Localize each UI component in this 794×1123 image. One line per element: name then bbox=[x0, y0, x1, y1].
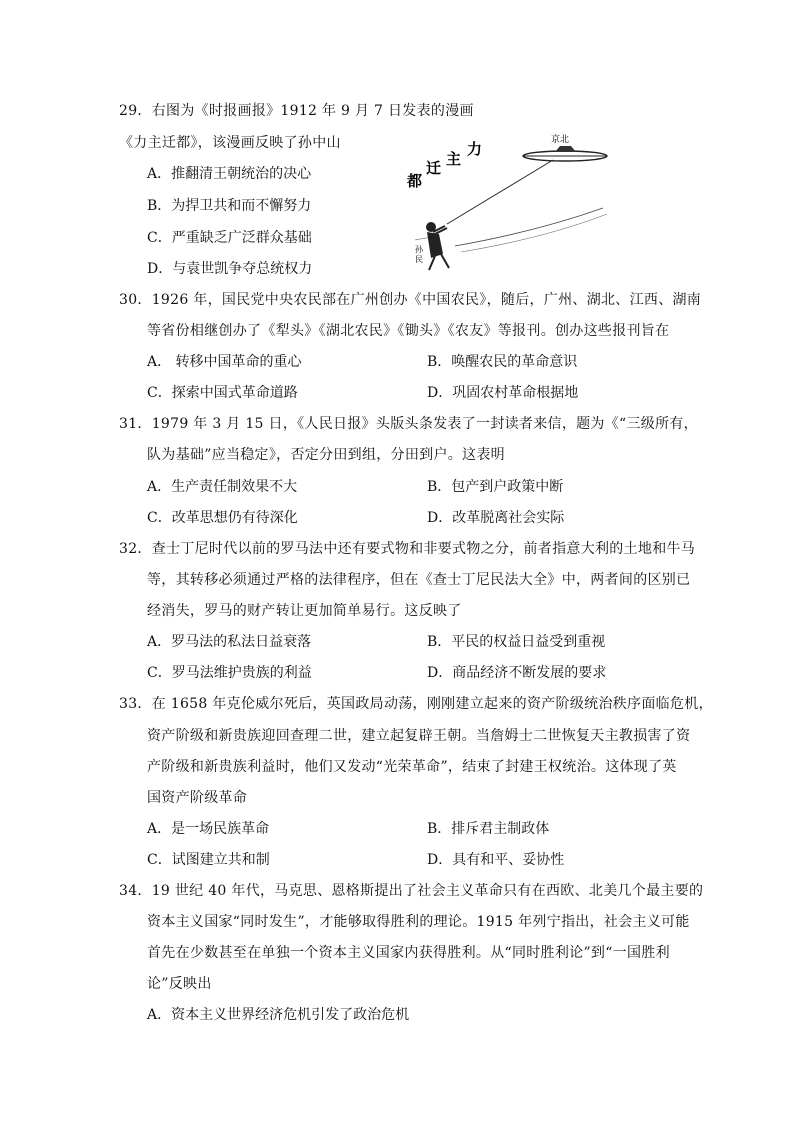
q33-stem-line1: 33．在 1658 年克伦威尔死后，英国政局动荡，刚刚建立起来的资产阶级统治秩序面临危机， bbox=[119, 696, 713, 712]
q32-stem-line3: 经消失，罗马的财产转让更加简单易行。这反映了 bbox=[147, 603, 462, 619]
q33-stem-line3: 产阶级和新贵族利益时，他们又发动“光荣革命”，结束了封建王权统治。这体现了英 bbox=[147, 759, 677, 775]
pulling-figure bbox=[426, 222, 449, 270]
wind-line-2 bbox=[461, 214, 607, 252]
q33-option-a: A．是一场民族革命 bbox=[147, 821, 270, 837]
q33-option-b: B．排斥君主制政体 bbox=[427, 821, 550, 837]
q29-option-d: D．与袁世凯争夺总统权力 bbox=[147, 261, 313, 277]
q34-stem-line4: 论”反映出 bbox=[147, 976, 212, 992]
q33-option-c: C．试图建立共和制 bbox=[147, 852, 270, 868]
cartoon-figure-label-2: 民 bbox=[415, 255, 423, 264]
q31-option-c: C．改革思想仍有待深化 bbox=[147, 510, 298, 526]
wind-line-1 bbox=[455, 208, 603, 246]
q29-stem-line1: 29．右图为《时报画报》1912 年 9 月 7 日发表的漫画 bbox=[119, 103, 474, 119]
cartoon-title-char-2: 主 bbox=[446, 150, 462, 168]
cartoon-illustration bbox=[395, 128, 615, 278]
q30-stem-line2: 等省份相继创办了《犁头》《湖北农民》《锄头》《农友》等报刊。创办这些报刊旨在 bbox=[147, 323, 670, 339]
q34-stem-line3: 首先在少数甚至在单独一个资本主义国家内获得胜利。从“同时胜利论”到“一国胜利 bbox=[147, 945, 670, 961]
q31-option-b: B．包产到户政策中断 bbox=[427, 479, 564, 495]
q34-stem-line1: 34．19 世纪 40 年代，马克思、恩格斯提出了社会主义革命只有在西欧、北美几个最主要的 bbox=[119, 883, 704, 899]
q30-option-d: D．巩固农村革命根据地 bbox=[427, 385, 579, 401]
cartoon-title-char-4: 都 bbox=[407, 172, 423, 190]
q32-option-a: A．罗马法的私法日益衰落 bbox=[147, 634, 312, 650]
q29-stem-line2: 《力主迁都》，该漫画反映了孙中山 bbox=[119, 135, 341, 151]
q29-option-c: C．严重缺乏广泛群众基础 bbox=[147, 230, 312, 246]
q33-option-d: D．具有和平、妥协性 bbox=[427, 852, 565, 868]
q32-stem-line2: 等，其转移必须通过严格的法律程序，但在《查士丁尼民法大全》中，两者间的区别已 bbox=[147, 572, 691, 588]
q33-stem-line2: 资产阶级和新贵族迎回查理二世，建立起复辟王朝。当詹姆士二世恢复天主教损害了资 bbox=[147, 728, 691, 744]
q30-option-a: A． 转移中国革命的重心 bbox=[147, 354, 302, 370]
q34-stem-line2: 资本主义国家“同时发生”，才能够取得胜利的理论。1915 年列宁指出，社会主义可能 bbox=[147, 914, 690, 930]
q32-option-d: D．商品经济不断发展的要求 bbox=[427, 665, 607, 681]
q31-option-a: A．生产责任制效果不大 bbox=[147, 479, 298, 495]
q29-option-a: A．推翻清王朝统治的决心 bbox=[147, 166, 312, 182]
q33-stem-line4: 国资产阶级革命 bbox=[147, 790, 248, 806]
q34-option-a: A．资本主义世界经济危机引发了政治危机 bbox=[147, 1007, 410, 1023]
q30-option-c: C．探索中国式革命道路 bbox=[147, 385, 298, 401]
q32-option-c: C．罗马法维护贵族的利益 bbox=[147, 665, 312, 681]
cartoon-title-char-3: 迁 bbox=[426, 159, 442, 177]
kite-rope bbox=[447, 160, 553, 224]
cartoon-building-label: 京北 bbox=[551, 135, 570, 145]
q30-stem-line1: 30．1926 年，国民党中央农民部在广州创办《中国农民》，随后，广州、湖北、江西、湖南 bbox=[119, 292, 702, 308]
q30-option-b: B．唤醒农民的革命意识 bbox=[427, 354, 578, 370]
cartoon-title-char-1: 力 bbox=[467, 140, 483, 158]
q32-option-b: B．平民的权益日益受到重视 bbox=[427, 634, 606, 650]
cartoon-figure-label-1: 孙 bbox=[415, 245, 423, 254]
q31-stem-line2: 队为基础”应当稳定》，否定分田到组，分田到户。这表明 bbox=[147, 447, 505, 463]
q32-stem-line1: 32．查士丁尼时代以前的罗马法中还有要式物和非要式物之分，前者指意大利的土地和牛马 bbox=[119, 541, 696, 557]
q29-option-b: B．为捍卫共和而不懈努力 bbox=[147, 198, 312, 214]
q31-option-d: D．改革脱离社会实际 bbox=[427, 510, 565, 526]
flying-capital-shape bbox=[523, 146, 607, 161]
q31-stem-line1: 31．1979 年 3 月 15 日，《人民日报》头版头条发表了一封读者来信，题为《“三级所有， bbox=[119, 416, 698, 432]
